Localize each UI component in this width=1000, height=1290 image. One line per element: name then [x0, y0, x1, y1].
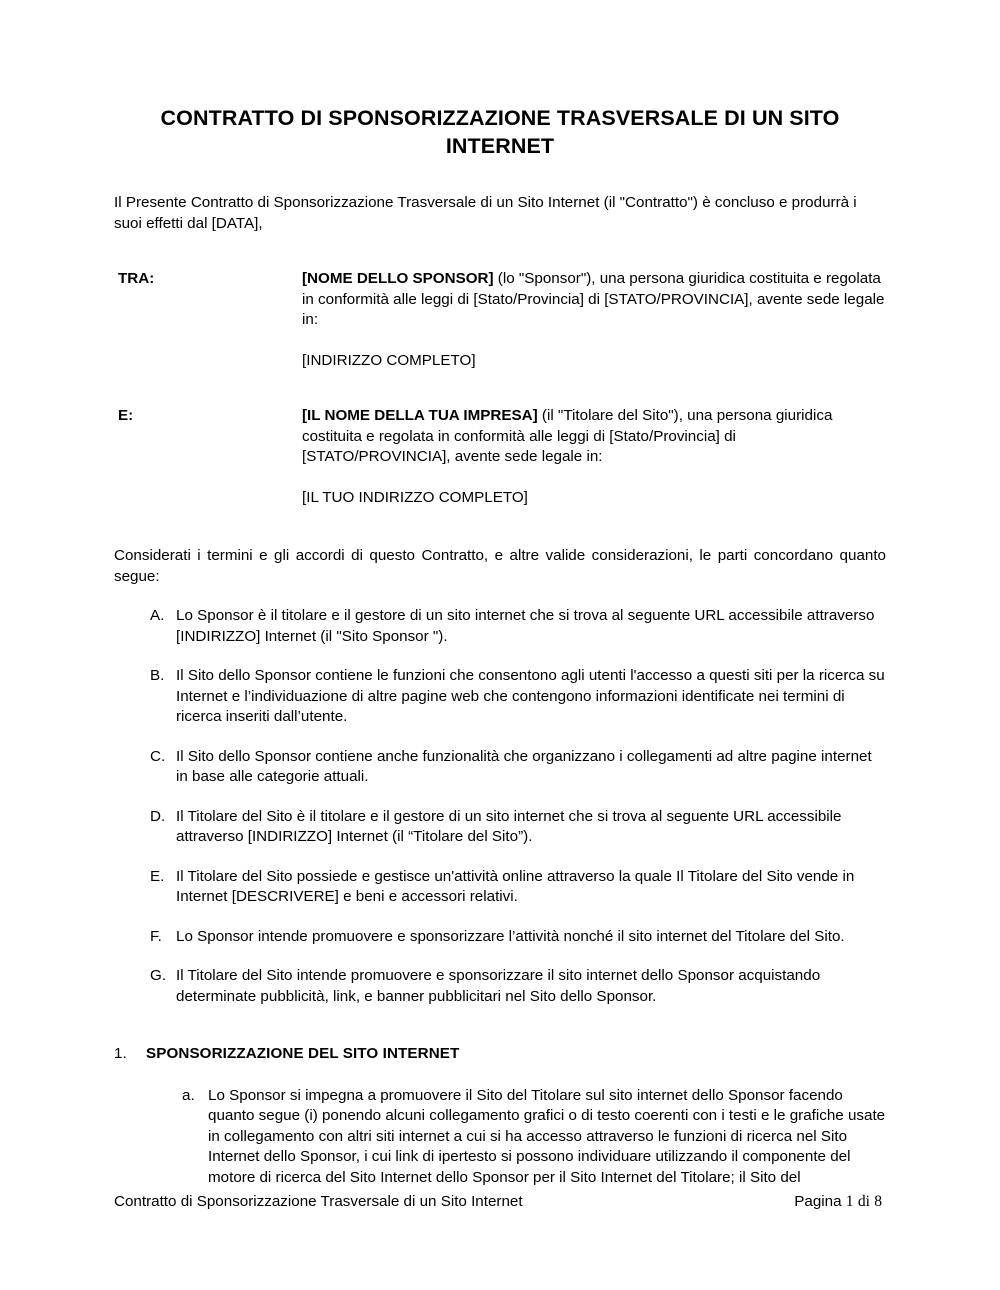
recital-text-b: Il Sito dello Sponsor contiene le funzioni che consentono agli utenti l'accesso a questi siti per la ricerca su Internet e l’individuazione di altre pagine web che contengono informazioni identificate nei termini di ricerca inseriti dall’utente.: [176, 667, 885, 725]
section-1-marker-a: a.: [182, 1086, 195, 1104]
party-label-e: E:: [118, 407, 134, 424]
section-marker-1: 1.: [114, 1045, 127, 1062]
recital-text-g: Il Titolare del Sito intende promuovere e sponsorizzare il sito internet dello Sponsor acquistando determinate pubblicità, link, e banner pubblicitari nel Sito dello Sponsor.: [176, 967, 821, 1005]
party-name-site-owner: [IL NOME DELLA TUA IMPRESA]: [302, 407, 538, 424]
section-1-item-a: [146, 1086, 886, 1189]
recital-text-e: Il Titolare del Sito possiede e gestisce un'attività online attraverso la quale Il Titolare del Sito vende in Internet [DESCRIVERE] e beni e accessori relativi.: [176, 867, 855, 905]
recitals-list: [114, 606, 886, 1007]
recital-item-b: [114, 666, 886, 728]
section-1-sub-list: [146, 1086, 886, 1189]
footer-page-current: 1: [845, 1193, 854, 1210]
party-body-sponsor: [302, 269, 886, 371]
footer-page-total: 8: [874, 1193, 882, 1210]
recital-item-g: [114, 966, 886, 1007]
recital-marker-a: A.: [150, 607, 165, 624]
footer-page-label: Pagina: [794, 1193, 842, 1210]
recitals-intro-paragraph: Considerati i termini e gli accordi di questo Contratto, e altre valide considerazioni, le parti concordano quanto segue:: [114, 547, 886, 585]
recital-marker-d: D.: [150, 807, 166, 825]
section-1-text-a: Lo Sponsor si impegna a promuovere il Sito del Titolare sul sito internet dello Sponsor facendo quanto segue (i) ponendo alcuni collegamento grafici o di testo coerenti con i testi e le grafiche usate in collegamento con altri siti internet a cui si ha accesso attraverso le funzioni di ricerca nel Sito Internet dello Sponsor, i cui link di ipertesto si possono individuare utilizzando il componente del motore di ricerca del Sito Internet dello Sponsor per il Sito Internet del Titolare; il Sito del: [208, 1086, 886, 1186]
party-block-sponsor: [114, 269, 886, 371]
party-detail-sponsor: (lo "Sponsor"), una persona giuridica costituita e regolata in conformità alle leggi di [Stato/Provincia] di [STATO/PROVINCIA], avente sede legale in:: [302, 270, 885, 328]
recital-text-f: Lo Sponsor intende promuovere e sponsorizzare l’attività nonché il sito internet del Titolare del Sito.: [176, 927, 845, 945]
party-detail-site-owner: (il "Titolare del Sito"), una persona giuridica costituita e regolata in conformità alle leggi di [Stato/Provincia] di [STATO/PROVINCIA], avente sede legale in:: [302, 407, 833, 465]
section-1: [114, 1044, 886, 1188]
recital-marker-f: F.: [150, 927, 162, 945]
document-title: CONTRATTO DI SPONSORIZZAZIONE TRASVERSALE DI UN SITO INTERNET: [160, 106, 840, 158]
party-description-site-owner: [302, 406, 886, 468]
party-label-tra: TRA:: [118, 270, 155, 287]
recital-item-e: [114, 867, 886, 908]
party-block-site-owner: [114, 406, 886, 508]
party-name-sponsor: [NOME DELLO SPONSOR]: [302, 270, 494, 287]
recital-item-d: [114, 807, 886, 848]
recital-item-f: [114, 927, 886, 948]
recital-marker-c: C.: [150, 747, 166, 765]
recital-marker-g: G.: [150, 967, 167, 984]
footer-document-name: Contratto di Sponsorizzazione Trasversale di un Sito Internet: [114, 1193, 523, 1210]
recital-text-a: Lo Sponsor è il titolare e il gestore di un sito internet che si trova al seguente URL accessibile attraverso [INDIRIZZO] Internet (il "Sito Sponsor ").: [176, 607, 875, 645]
party-address-sponsor: [INDIRIZZO COMPLETO]: [302, 351, 476, 369]
party-address-site-owner: [IL TUO INDIRIZZO COMPLETO]: [302, 488, 528, 506]
recital-text-d: Il Titolare del Sito è il titolare e il gestore di un sito internet che si trova al seguente URL accessibile attraverso [INDIRIZZO] Internet (il “Titolare del Sito”).: [176, 807, 842, 845]
recital-item-a: [114, 606, 886, 647]
recital-marker-b: B.: [150, 667, 165, 684]
recital-marker-e: E.: [150, 867, 165, 885]
recital-item-c: [114, 747, 886, 788]
party-description-sponsor: [302, 269, 886, 331]
footer-page-number: [794, 1192, 886, 1212]
intro-paragraph: Il Presente Contratto di Sponsorizzazione Trasversale di un Sito Internet (il "Contratto") è concluso e produrrà i suoi effetti dal [DATA],: [114, 194, 857, 232]
recital-text-c: Il Sito dello Sponsor contiene anche funzionalità che organizzano i collegamenti ad altre pagine internet in base alle categorie attuali.: [176, 747, 872, 785]
footer-page-separator: di: [857, 1193, 870, 1210]
party-body-site-owner: [302, 406, 886, 508]
document-content: [114, 104, 886, 1188]
section-title-1: SPONSORIZZAZIONE DEL SITO INTERNET: [146, 1045, 460, 1062]
page-footer: [114, 1192, 886, 1212]
